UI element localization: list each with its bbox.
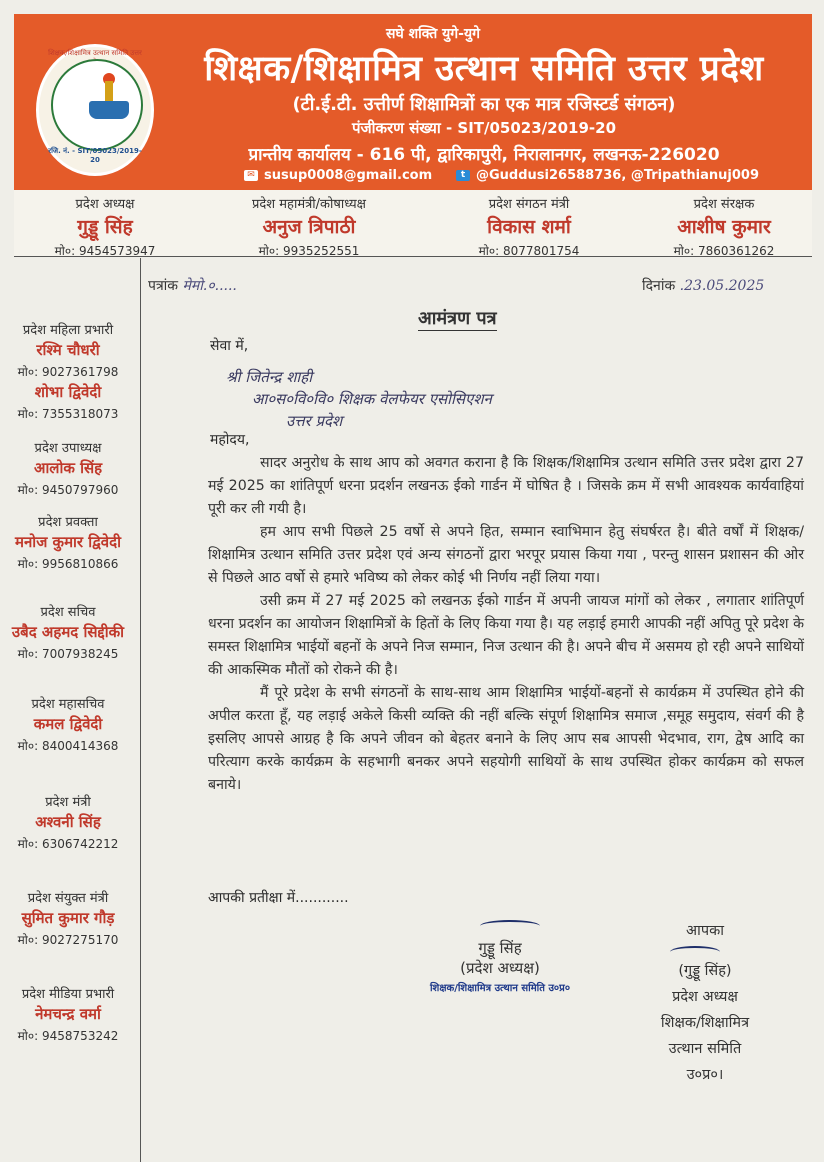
- official-name: आलोक सिंह: [33, 459, 103, 477]
- officer-role: प्रदेश अध्यक्ष: [75, 197, 135, 212]
- officer-patron: [644, 194, 804, 259]
- officers-row: [14, 190, 812, 257]
- torch-icon: [105, 81, 113, 103]
- paragraph: सादर अनुरोध के साथ आप को अवगत कराना है कि शिक्षक/शिक्षामित्र उत्थान समिति उत्तर प्रदेश द्वारा 27 मई 2025 का शांतिपूर्ण धरना प्रदर्शन लखनऊ ईको गार्डन में घोषित है । जिसके क्रम में सभी आवश्यक कार्यवाहियां पूरी कर ली गयी है।: [208, 455, 804, 517]
- sidebar-official: [0, 438, 136, 498]
- officer-mobile: मो०: 9935252551: [258, 244, 360, 258]
- official-role: प्रदेश मंत्री: [45, 795, 91, 810]
- addressee-line: आ०स०वि०वि० शिक्षक वेलफेयर एसोसिएशन: [252, 390, 492, 408]
- closing-text: आपका: [686, 923, 724, 939]
- signatory-designation: (प्रदेश अध्यक्ष): [460, 959, 540, 977]
- addressee-line: उत्तर प्रदेश: [286, 412, 343, 430]
- officer-role: प्रदेश संगठन मंत्री: [488, 197, 570, 212]
- reference-number: [148, 276, 237, 295]
- awaiting-line: आपकी प्रतीक्षा में............: [208, 890, 349, 906]
- sidebar-officials: [0, 258, 141, 1162]
- official-mobile: मो०: 7007938245: [17, 647, 119, 661]
- officer-role: प्रदेश महामंत्री/कोषाध्यक्ष: [252, 197, 366, 212]
- paragraph: हम आप सभी पिछले 25 वर्षो से अपने हित, सम्मान स्वाभिमान हेतु संघर्षरत है। बीते वर्षों में शिक्षक/शिक्षामित्र उत्थान समिति उत्तर प्रदेश एवं अन्य संगठनों द्वारा भरपूर प्रयास किया गया , परन्तु शासन प्रशासन की ओर से पिछले आठ वर्षो से हमारे भविष्य को लेकर कोई भी निर्णय नहीं लिया गया।: [208, 524, 804, 586]
- officer-mobile: मो०: 7860361262: [673, 244, 775, 258]
- official-mobile: मो०: 9027361798: [17, 365, 119, 379]
- date-label: दिनांक: [642, 278, 676, 294]
- reference-label: पत्रांक: [148, 278, 179, 294]
- letter-paragraphs: [208, 452, 804, 797]
- signatory-org-line: उत्थान समिति: [668, 1041, 742, 1057]
- sidebar-official: [0, 888, 136, 948]
- signature-block-left: [410, 918, 590, 994]
- officer-name: विकास शर्मा: [487, 216, 571, 238]
- official-name: कमल द्विवेदी: [33, 715, 103, 733]
- sidebar-official: [0, 602, 136, 662]
- official-mobile: मो०: 9458753242: [17, 1029, 119, 1043]
- signature-scrawl-icon: [410, 918, 590, 938]
- official-mobile: मो०: 8400414368: [17, 739, 119, 753]
- date-value: .23.05.2025: [679, 278, 765, 294]
- officer-name: आशीष कुमार: [677, 216, 771, 238]
- official-name: नेमचन्द्र वर्मा: [35, 1005, 101, 1023]
- signature-block-right: [630, 918, 780, 1088]
- signatory-name: (गुड्डू सिंह): [678, 963, 732, 979]
- organization-name: शिक्षक/शिक्षामित्र उत्थान समिति उत्तर प्रदेश: [204, 49, 764, 89]
- letter-body: [150, 258, 810, 1158]
- twitter-icon: t: [456, 170, 470, 181]
- official-role: प्रदेश महिला प्रभारी: [22, 323, 114, 338]
- office-address: प्रान्तीय कार्यालय - 616 पी, द्वारिकापुरी, निरालानगर, लखनऊ-226020: [248, 145, 720, 165]
- sidebar-official: [0, 512, 136, 572]
- letter-date: [642, 276, 764, 295]
- signatory-name: गुड्डू सिंह: [478, 939, 522, 957]
- paragraph: उसी क्रम में 27 मई 2025 को लखनऊ ईको गार्डन में अपनी जायज मांगों को लेकर , लगातार शांतिपूर्ण धरना प्रदर्शन का आयोजन शिक्षामित्रों के हितों के लिए किया गया है। यह लड़ाई हमारी आपकी नहीं अपितु पूरे प्रदेश के समस्त शिक्षामित्र भाईयों बहनों के अपने निज सम्मान, निज उत्थान की है। अपने बीच में असमय हो रही अपने साथियों की आकस्मिक मौतों को रोकने की है।: [208, 593, 804, 678]
- official-role: प्रदेश महासचिव: [31, 697, 105, 712]
- official-name: सुमित कुमार गौड़: [21, 909, 115, 927]
- logo-ring-text-top: शिक्षक/शिक्षामित्र उत्थान समिति उत्तर: [48, 49, 142, 57]
- logo-registration-text: रजि. नं. - SIT/05023/2019-20: [48, 147, 142, 164]
- officer-mobile: मो०: 9454573947: [54, 244, 156, 258]
- official-role: प्रदेश संयुक्त मंत्री: [27, 891, 109, 906]
- sidebar-official: [0, 984, 136, 1044]
- official-name: उबैद अहमद सिद्दीकी: [11, 623, 125, 641]
- officer-name: अनुज त्रिपाठी: [262, 216, 356, 238]
- official-name: मनोज कुमार द्विवेदी: [15, 533, 121, 551]
- official-role: प्रदेश सचिव: [40, 605, 96, 620]
- addressee-block: [226, 366, 492, 432]
- mail-icon: ✉: [244, 170, 258, 181]
- organization-subtitle: (टी.ई.टी. उत्तीर्ण शिक्षामित्रों का एक मात्र रजिस्टर्ड संगठन): [292, 94, 676, 115]
- officer-name: गुड्डू सिंह: [77, 216, 133, 238]
- motto: सघे शक्ति युगे-युगे: [386, 26, 480, 42]
- registration-number: पंजीकरण संख्या - SIT/05023/2019-20: [351, 119, 617, 137]
- salutation-to: सेवा में,: [210, 338, 249, 354]
- officer-general-secretary: [214, 194, 404, 259]
- official-mobile: मो०: 6306742212: [17, 837, 119, 851]
- sidebar-official: [0, 694, 136, 754]
- email-contact: [244, 168, 432, 183]
- official-mobile: मो०: 9956810866: [17, 557, 119, 571]
- official-name: अश्वनी सिंह: [35, 813, 101, 831]
- signatory-organization: शिक्षक/शिक्षामित्र उत्थान समिति उ०प्र०: [429, 983, 571, 994]
- official-name: रश्मि चौधरी: [36, 341, 100, 359]
- signatory-org-line: शिक्षक/शिक्षामित्र: [660, 1015, 750, 1031]
- signatory-org-line: उ०प्र०।: [686, 1067, 724, 1083]
- addressee-line: श्री जितेन्द्र शाही: [226, 368, 313, 386]
- official-mobile-2: मो०: 7355318073: [17, 407, 119, 421]
- official-role: प्रदेश मीडिया प्रभारी: [21, 987, 115, 1002]
- twitter-contact: [456, 168, 759, 183]
- letter-title: आमंत्रण पत्र: [418, 308, 497, 329]
- email-address: susup0008@gmail.com: [264, 168, 433, 183]
- sidebar-official: [0, 320, 136, 422]
- officer-mobile: मो०: 8077801754: [478, 244, 580, 258]
- officer-president: [20, 194, 190, 259]
- sidebar-official: [0, 792, 136, 852]
- letterhead: [14, 14, 812, 190]
- official-mobile: मो०: 9027275170: [17, 933, 119, 947]
- organization-logo: [36, 44, 154, 176]
- book-icon: [89, 101, 129, 119]
- officer-organizing-minister: [444, 194, 614, 259]
- paragraph: मैं पूरे प्रदेश के सभी संगठनों के साथ-साथ आम शिक्षामित्र भाईयों-बहनों से कार्यक्रम में उपस्थित होने की अपील करता हूँ, यह लड़ाई अकेले किसी व्यक्ति की नहीं बल्कि संपूर्ण शिक्षामित्र समाज ,समूह समुदाय, संवर्ग की है इसलिए आपसे आग्रह है कि अपने जीवन को बेहतर बनाने के लिए आप सब आपसी भेदभाव, राग, द्वेष आदि का परित्याग करके कार्यक्रम के सहभागी बनकर अपने सहयोगी साथियों के साथ उपस्थित होकर कार्यक्रम को सफल बनाये।: [208, 685, 804, 793]
- official-role: प्रदेश उपाध्यक्ष: [34, 441, 102, 456]
- greeting: महोदय,: [210, 432, 250, 448]
- reference-value: मेमो.०.....: [182, 278, 237, 294]
- official-mobile: मो०: 9450797960: [17, 483, 119, 497]
- logo-emblem: [51, 59, 143, 151]
- officer-role: प्रदेश संरक्षक: [693, 197, 755, 212]
- signatory-designation: प्रदेश अध्यक्ष: [672, 989, 738, 1005]
- official-role: प्रदेश प्रवक्ता: [38, 515, 98, 530]
- official-name-2: शोभा द्विवेदी: [34, 383, 102, 401]
- twitter-handles: @Guddusi26588736, @Tripathianuj009: [476, 168, 759, 183]
- signature-scrawl-icon: [630, 944, 780, 958]
